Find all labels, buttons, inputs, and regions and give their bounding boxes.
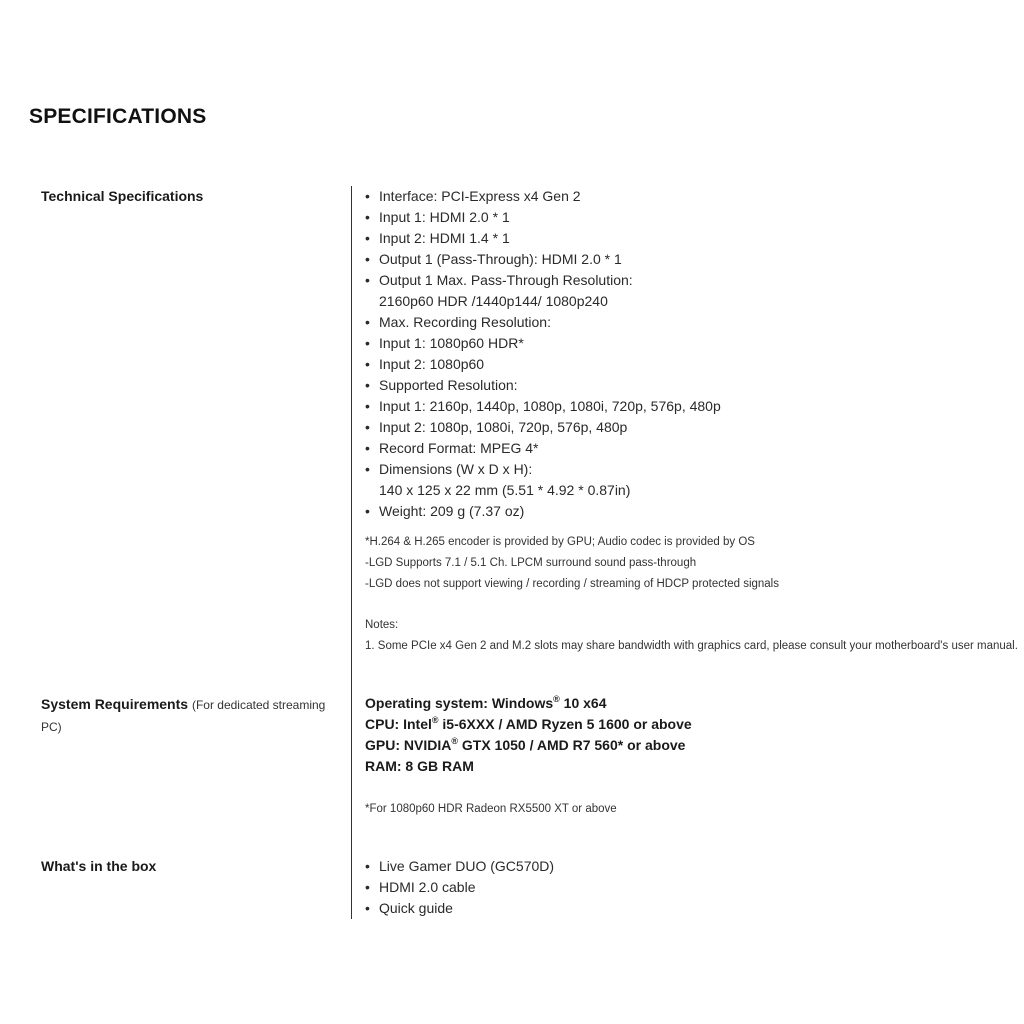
spec-item: • Input 2: 1080p60 — [365, 354, 721, 375]
spec-item: • Output 1 (Pass-Through): HDMI 2.0 * 1 — [365, 249, 721, 270]
spec-item: 140 x 125 x 22 mm (5.51 * 4.92 * 0.87in) — [379, 482, 631, 498]
footnote-line: -LGD does not support viewing / recording / streaming of HDCP protected signals — [365, 578, 779, 590]
spec-item: 2160p60 HDR /1440p144/ 1080p240 — [379, 293, 608, 309]
whats-in-the-box-label: What's in the box — [41, 858, 157, 874]
footnote-line: *H.264 & H.265 encoder is provided by GPU; Audio codec is provided by OS — [365, 536, 755, 548]
spec-item: • Input 1: 2160p, 1440p, 1080p, 1080i, 720p, 576p, 480p — [365, 396, 721, 417]
spec-item: • Max. Recording Resolution: — [365, 312, 721, 333]
spec-item: • Supported Resolution: — [365, 375, 721, 396]
box-item: • Quick guide — [365, 898, 554, 919]
spec-item: • Weight: 209 g (7.37 oz) — [365, 501, 721, 522]
spec-item: • Dimensions (W x D x H): — [365, 459, 721, 480]
system-footnote: *For 1080p60 HDR Radeon RX5500 XT or above — [365, 803, 617, 815]
page-title: SPECIFICATIONS — [29, 105, 207, 128]
spec-item: • Record Format: MPEG 4* — [365, 438, 721, 459]
system-requirements-label — [41, 694, 331, 738]
requirement-gpu: GPU: NVIDIA® GTX 1050 / AMD R7 560* or above — [365, 736, 686, 753]
spec-item: • Input 2: HDMI 1.4 * 1 — [365, 228, 721, 249]
box-item: • HDMI 2.0 cable — [365, 877, 554, 898]
spec-item: • Input 1: HDMI 2.0 * 1 — [365, 207, 721, 228]
technical-footnotes — [365, 532, 779, 595]
system-requirements-list — [365, 693, 692, 777]
column-divider — [351, 186, 352, 919]
system-requirements-title: System Requirements — [41, 696, 189, 712]
technical-specifications-list — [365, 186, 721, 522]
footnote-line: -LGD Supports 7.1 / 5.1 Ch. LPCM surround sound pass-through — [365, 557, 697, 569]
spec-item: • Interface: PCI-Express x4 Gen 2 — [365, 186, 721, 207]
requirement-cpu: CPU: Intel® i5-6XXX / AMD Ryzen 5 1600 or above — [365, 715, 692, 732]
technical-specifications-label: Technical Specifications — [41, 188, 204, 204]
notes-block — [365, 615, 1018, 657]
box-item: • Live Gamer DUO (GC570D) — [365, 856, 554, 877]
requirement-os: Operating system: Windows® 10 x64 — [365, 694, 607, 711]
system-requirements-note: (For dedicated streaming PC) — [41, 698, 326, 734]
requirement-ram: RAM: 8 GB RAM — [365, 758, 474, 774]
spec-item: • Output 1 Max. Pass-Through Resolution: — [365, 270, 721, 291]
note-line: 1. Some PCIe x4 Gen 2 and M.2 slots may share bandwidth with graphics card, please consult your motherboard's user manual. — [365, 640, 1018, 652]
box-contents-list — [365, 856, 554, 919]
spec-item: • Input 1: 1080p60 HDR* — [365, 333, 721, 354]
spec-item: • Input 2: 1080p, 1080i, 720p, 576p, 480p — [365, 417, 721, 438]
notes-heading: Notes: — [365, 619, 399, 631]
